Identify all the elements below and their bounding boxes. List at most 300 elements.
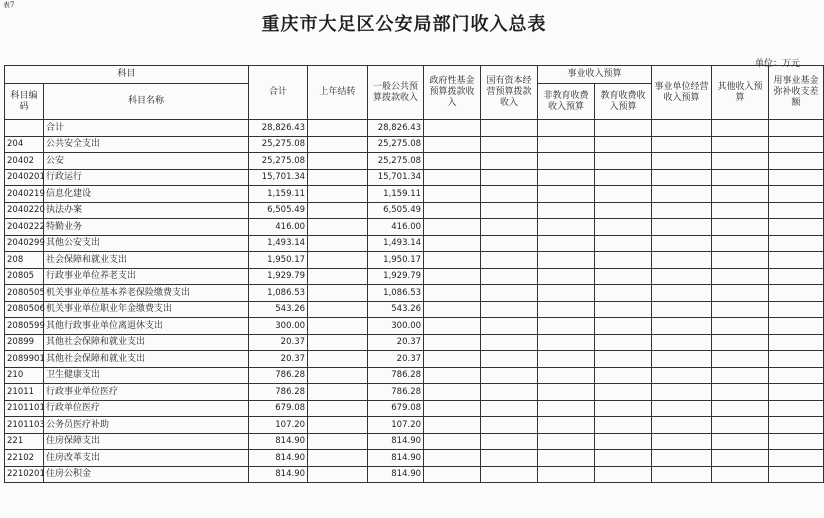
row-other (712, 318, 769, 335)
row-name: 机关事业单位职业年金缴费支出 (44, 301, 249, 318)
row-reserve (769, 450, 824, 467)
row-edu (595, 285, 652, 302)
row-state-capital (481, 268, 538, 285)
header-edu: 教育收费收入预算 (595, 84, 652, 120)
row-total: 300.00 (249, 318, 308, 335)
table-row (5, 318, 824, 335)
row-carryover (308, 450, 368, 467)
row-other (712, 351, 769, 368)
row-total: 814.90 (249, 450, 308, 467)
row-total: 786.28 (249, 367, 308, 384)
row-carryover (308, 136, 368, 153)
row-code: 221 (5, 433, 44, 450)
row-total: 814.90 (249, 466, 308, 483)
table-row (5, 466, 824, 483)
row-total: 15,701.34 (249, 169, 308, 186)
row-name: 公共安全支出 (44, 136, 249, 153)
row-carryover (308, 186, 368, 203)
row-code (5, 120, 44, 137)
row-general-budget: 1,493.14 (368, 235, 424, 252)
row-other (712, 400, 769, 417)
row-non-edu (538, 268, 595, 285)
row-general-budget: 1,086.53 (368, 285, 424, 302)
row-name: 行政事业单位医疗 (44, 384, 249, 401)
row-code: 21011 (5, 384, 44, 401)
row-business-unit (652, 202, 712, 219)
row-general-budget: 1,929.79 (368, 268, 424, 285)
row-business-unit (652, 186, 712, 203)
row-gov-fund (424, 433, 481, 450)
row-business-unit (652, 417, 712, 434)
table-row (5, 400, 824, 417)
row-general-budget: 1,950.17 (368, 252, 424, 269)
row-state-capital (481, 384, 538, 401)
header-business-unit: 事业单位经营收入预算 (652, 66, 712, 120)
row-state-capital (481, 186, 538, 203)
row-other (712, 334, 769, 351)
header-business-income: 事业收入预算 (538, 66, 652, 84)
row-name: 其他行政事业单位离退休支出 (44, 318, 249, 335)
row-state-capital (481, 153, 538, 170)
row-code: 20402 (5, 153, 44, 170)
row-business-unit (652, 120, 712, 137)
row-code: 210 (5, 367, 44, 384)
row-reserve (769, 384, 824, 401)
row-business-unit (652, 351, 712, 368)
row-gov-fund (424, 301, 481, 318)
row-carryover (308, 153, 368, 170)
row-name: 机关事业单位基本养老保险缴费支出 (44, 285, 249, 302)
row-edu (595, 400, 652, 417)
row-reserve (769, 351, 824, 368)
row-general-budget: 6,505.49 (368, 202, 424, 219)
row-name: 社会保障和就业支出 (44, 252, 249, 269)
header-name: 科目名称 (44, 84, 249, 120)
table-row (5, 219, 824, 236)
row-carryover (308, 169, 368, 186)
row-reserve (769, 334, 824, 351)
row-non-edu (538, 433, 595, 450)
row-edu (595, 384, 652, 401)
row-non-edu (538, 351, 595, 368)
row-general-budget: 786.28 (368, 367, 424, 384)
row-carryover (308, 367, 368, 384)
row-general-budget: 679.08 (368, 400, 424, 417)
row-general-budget: 814.90 (368, 466, 424, 483)
row-reserve (769, 136, 824, 153)
row-edu (595, 169, 652, 186)
row-non-edu (538, 202, 595, 219)
table-row (5, 202, 824, 219)
row-edu (595, 367, 652, 384)
row-edu (595, 202, 652, 219)
row-edu (595, 318, 652, 335)
row-name: 信息化建设 (44, 186, 249, 203)
row-other (712, 169, 769, 186)
row-general-budget: 20.37 (368, 351, 424, 368)
table-body (5, 120, 824, 483)
row-business-unit (652, 285, 712, 302)
row-gov-fund (424, 417, 481, 434)
row-code: 2040222 (5, 219, 44, 236)
row-total: 814.90 (249, 433, 308, 450)
row-business-unit (652, 450, 712, 467)
row-code: 20899 (5, 334, 44, 351)
row-gov-fund (424, 384, 481, 401)
row-edu (595, 235, 652, 252)
row-general-budget: 814.90 (368, 450, 424, 467)
row-carryover (308, 466, 368, 483)
row-general-budget: 543.26 (368, 301, 424, 318)
row-code: 22102 (5, 450, 44, 467)
row-reserve (769, 367, 824, 384)
row-carryover (308, 384, 368, 401)
row-non-edu (538, 334, 595, 351)
row-non-edu (538, 153, 595, 170)
row-state-capital (481, 450, 538, 467)
row-general-budget: 15,701.34 (368, 169, 424, 186)
row-name: 其他公安支出 (44, 235, 249, 252)
unit-label: 单位：万元 (754, 59, 800, 69)
row-gov-fund (424, 334, 481, 351)
row-non-edu (538, 417, 595, 434)
row-gov-fund (424, 367, 481, 384)
row-total: 1,950.17 (249, 252, 308, 269)
row-reserve (769, 466, 824, 483)
table-row (5, 169, 824, 186)
row-code: 2040201 (5, 169, 44, 186)
row-carryover (308, 318, 368, 335)
row-carryover (308, 285, 368, 302)
row-state-capital (481, 417, 538, 434)
row-reserve (769, 417, 824, 434)
row-carryover (308, 334, 368, 351)
row-total: 1,493.14 (249, 235, 308, 252)
row-general-budget: 25,275.08 (368, 153, 424, 170)
row-name: 住房公积金 (44, 466, 249, 483)
row-total: 786.28 (249, 384, 308, 401)
row-reserve (769, 219, 824, 236)
row-total: 1,086.53 (249, 285, 308, 302)
row-business-unit (652, 301, 712, 318)
row-name: 公务员医疗补助 (44, 417, 249, 434)
row-gov-fund (424, 169, 481, 186)
table-row (5, 384, 824, 401)
row-edu (595, 219, 652, 236)
row-state-capital (481, 136, 538, 153)
header-reserve: 用事业基金弥补收支差额 (769, 66, 824, 120)
row-code: 208 (5, 252, 44, 269)
row-carryover (308, 120, 368, 137)
row-business-unit (652, 384, 712, 401)
row-business-unit (652, 219, 712, 236)
row-reserve (769, 252, 824, 269)
row-state-capital (481, 466, 538, 483)
row-edu (595, 450, 652, 467)
row-name: 其他社会保障和就业支出 (44, 351, 249, 368)
row-state-capital (481, 120, 538, 137)
row-gov-fund (424, 252, 481, 269)
row-gov-fund (424, 318, 481, 335)
row-edu (595, 351, 652, 368)
row-other (712, 384, 769, 401)
row-total: 543.26 (249, 301, 308, 318)
row-reserve (769, 268, 824, 285)
row-reserve (769, 400, 824, 417)
row-gov-fund (424, 285, 481, 302)
page-title: 重庆市大足区公安局部门收入总表 (261, 14, 547, 35)
row-business-unit (652, 169, 712, 186)
row-total: 1,929.79 (249, 268, 308, 285)
row-code: 2080505 (5, 285, 44, 302)
row-other (712, 186, 769, 203)
header-non-edu: 非教育收费收入预算 (538, 84, 595, 120)
row-reserve (769, 318, 824, 335)
row-name: 行政运行 (44, 169, 249, 186)
row-state-capital (481, 235, 538, 252)
row-carryover (308, 235, 368, 252)
row-name: 合计 (44, 120, 249, 137)
table-row (5, 367, 824, 384)
table-row (5, 186, 824, 203)
row-business-unit (652, 318, 712, 335)
row-non-edu (538, 367, 595, 384)
row-other (712, 433, 769, 450)
row-non-edu (538, 120, 595, 137)
row-general-budget: 1,159.11 (368, 186, 424, 203)
row-name: 行政单位医疗 (44, 400, 249, 417)
row-gov-fund (424, 351, 481, 368)
row-non-edu (538, 466, 595, 483)
table-row (5, 268, 824, 285)
table-row (5, 136, 824, 153)
row-other (712, 202, 769, 219)
header-other: 其他收入预算 (712, 66, 769, 120)
row-reserve (769, 153, 824, 170)
row-carryover (308, 301, 368, 318)
row-business-unit (652, 400, 712, 417)
row-business-unit (652, 252, 712, 269)
row-other (712, 268, 769, 285)
row-non-edu (538, 136, 595, 153)
row-state-capital (481, 202, 538, 219)
row-carryover (308, 252, 368, 269)
row-code: 2040219 (5, 186, 44, 203)
table-row (5, 351, 824, 368)
header-subject: 科目 (5, 66, 249, 84)
row-reserve (769, 433, 824, 450)
table-row (5, 417, 824, 434)
row-other (712, 252, 769, 269)
row-non-edu (538, 301, 595, 318)
row-general-budget: 814.90 (368, 433, 424, 450)
row-gov-fund (424, 202, 481, 219)
row-total: 20.37 (249, 334, 308, 351)
row-other (712, 285, 769, 302)
table-row (5, 120, 824, 137)
row-name: 其他社会保障和就业支出 (44, 334, 249, 351)
row-carryover (308, 351, 368, 368)
row-name: 卫生健康支出 (44, 367, 249, 384)
row-gov-fund (424, 235, 481, 252)
table-row (5, 450, 824, 467)
table-row (5, 235, 824, 252)
row-carryover (308, 433, 368, 450)
header-gov-fund: 政府性基金预算拨款收入 (424, 66, 481, 120)
row-code: 204 (5, 136, 44, 153)
row-non-edu (538, 186, 595, 203)
row-total: 107.20 (249, 417, 308, 434)
row-name: 执法办案 (44, 202, 249, 219)
row-name: 住房保障支出 (44, 433, 249, 450)
row-total: 679.08 (249, 400, 308, 417)
row-other (712, 120, 769, 137)
row-edu (595, 153, 652, 170)
row-reserve (769, 169, 824, 186)
row-gov-fund (424, 120, 481, 137)
row-business-unit (652, 153, 712, 170)
row-non-edu (538, 252, 595, 269)
row-other (712, 219, 769, 236)
table-row (5, 433, 824, 450)
row-reserve (769, 120, 824, 137)
row-reserve (769, 186, 824, 203)
row-state-capital (481, 433, 538, 450)
row-gov-fund (424, 268, 481, 285)
row-name: 住房改革支出 (44, 450, 249, 467)
row-business-unit (652, 433, 712, 450)
row-edu (595, 334, 652, 351)
row-business-unit (652, 367, 712, 384)
row-general-budget: 25,275.08 (368, 136, 424, 153)
row-other (712, 136, 769, 153)
table-row (5, 285, 824, 302)
row-reserve (769, 202, 824, 219)
row-reserve (769, 235, 824, 252)
row-state-capital (481, 400, 538, 417)
row-total: 6,505.49 (249, 202, 308, 219)
row-non-edu (538, 169, 595, 186)
row-non-edu (538, 219, 595, 236)
row-business-unit (652, 334, 712, 351)
row-code: 2040220 (5, 202, 44, 219)
row-state-capital (481, 334, 538, 351)
row-total: 28,826.43 (249, 120, 308, 137)
table-row (5, 301, 824, 318)
row-gov-fund (424, 400, 481, 417)
row-business-unit (652, 136, 712, 153)
row-state-capital (481, 301, 538, 318)
row-gov-fund (424, 186, 481, 203)
row-non-edu (538, 384, 595, 401)
row-general-budget: 300.00 (368, 318, 424, 335)
row-other (712, 466, 769, 483)
row-code: 2080599 (5, 318, 44, 335)
row-gov-fund (424, 450, 481, 467)
row-state-capital (481, 285, 538, 302)
table-row (5, 153, 824, 170)
row-other (712, 417, 769, 434)
row-code: 2101101 (5, 400, 44, 417)
row-code: 2089901 (5, 351, 44, 368)
row-state-capital (481, 169, 538, 186)
row-general-budget: 28,826.43 (368, 120, 424, 137)
header-state-capital: 国有资本经营预算拨款收入 (481, 66, 538, 120)
row-edu (595, 120, 652, 137)
header-carryover: 上年结转 (308, 66, 368, 120)
row-name: 公安 (44, 153, 249, 170)
row-edu (595, 252, 652, 269)
row-total: 20.37 (249, 351, 308, 368)
row-edu (595, 136, 652, 153)
row-carryover (308, 268, 368, 285)
row-state-capital (481, 351, 538, 368)
row-other (712, 301, 769, 318)
row-name: 特勤业务 (44, 219, 249, 236)
row-code: 2210201 (5, 466, 44, 483)
header-general-budget: 一般公共预算拨款收入 (368, 66, 424, 120)
row-code: 2040299 (5, 235, 44, 252)
row-code: 2080506 (5, 301, 44, 318)
row-non-edu (538, 285, 595, 302)
row-non-edu (538, 235, 595, 252)
row-business-unit (652, 235, 712, 252)
row-gov-fund (424, 136, 481, 153)
header-code: 科目编码 (5, 84, 44, 120)
row-other (712, 450, 769, 467)
row-edu (595, 186, 652, 203)
row-gov-fund (424, 153, 481, 170)
row-code: 2101103 (5, 417, 44, 434)
row-carryover (308, 400, 368, 417)
row-general-budget: 20.37 (368, 334, 424, 351)
row-edu (595, 268, 652, 285)
row-total: 1,159.11 (249, 186, 308, 203)
row-edu (595, 466, 652, 483)
row-state-capital (481, 367, 538, 384)
row-state-capital (481, 252, 538, 269)
row-state-capital (481, 318, 538, 335)
row-general-budget: 416.00 (368, 219, 424, 236)
row-other (712, 367, 769, 384)
row-edu (595, 417, 652, 434)
income-summary-table (4, 65, 824, 483)
row-business-unit (652, 268, 712, 285)
row-state-capital (481, 219, 538, 236)
row-carryover (308, 417, 368, 434)
row-other (712, 153, 769, 170)
row-edu (595, 301, 652, 318)
header-total: 合计 (249, 66, 308, 120)
row-other (712, 235, 769, 252)
row-total: 25,275.08 (249, 136, 308, 153)
row-edu (595, 433, 652, 450)
row-reserve (769, 301, 824, 318)
row-non-edu (538, 450, 595, 467)
row-business-unit (652, 466, 712, 483)
row-reserve (769, 285, 824, 302)
row-total: 25,275.08 (249, 153, 308, 170)
row-general-budget: 107.20 (368, 417, 424, 434)
row-gov-fund (424, 219, 481, 236)
table-row (5, 252, 824, 269)
row-name: 行政事业单位养老支出 (44, 268, 249, 285)
row-code: 20805 (5, 268, 44, 285)
row-non-edu (538, 318, 595, 335)
row-non-edu (538, 400, 595, 417)
row-general-budget: 786.28 (368, 384, 424, 401)
table-number-label: 表7 (3, 1, 15, 9)
